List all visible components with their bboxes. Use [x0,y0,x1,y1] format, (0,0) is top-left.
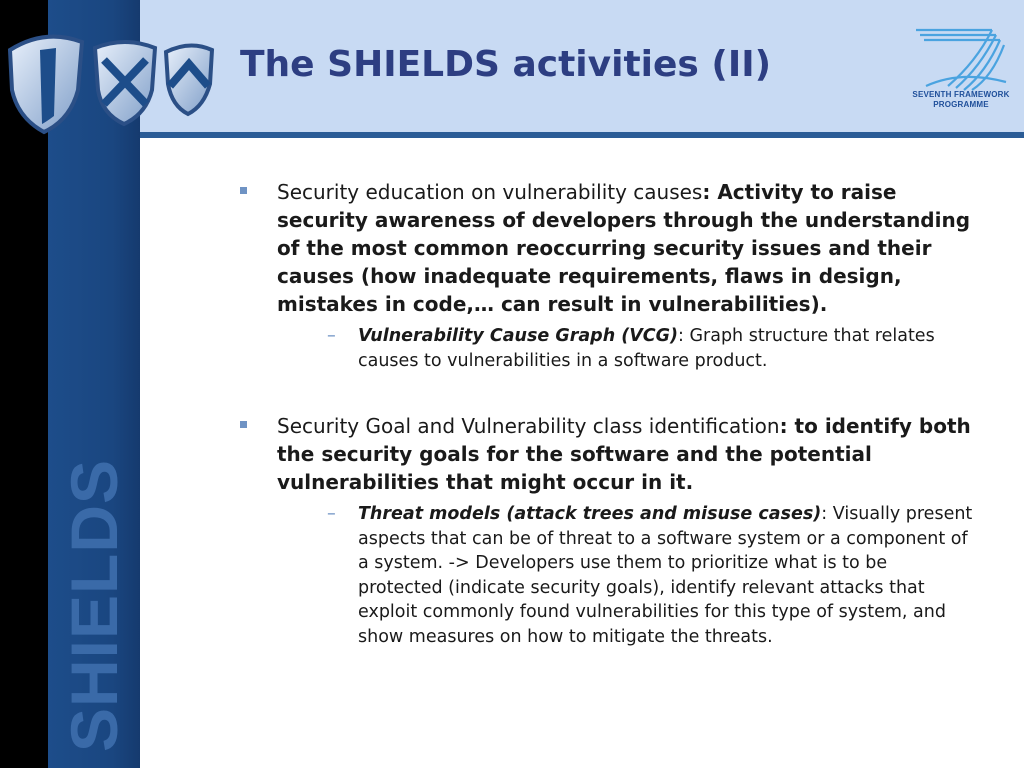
sub-bullet-item [277,502,975,649]
sub-bullet-term: Vulnerability Cause Graph (VCG) [358,326,678,346]
sub-bullet-term: Threat models (attack trees and misuse cases) [358,504,822,524]
bullet-marker [240,187,247,194]
bullet-bold-text: : Activity to raise security awareness of developers through the understanding of the most common reoccurring security issues and their causes (how inadequate requirements, flaws in design, mistakes in code,… can result in vulnerabilities). [277,180,971,316]
sub-bullet-dash: – [327,326,336,346]
bullet-lead-text: Security education on vulnerability causes [277,180,703,204]
sub-bullet-text: : Graph structure that relates causes to vulnerabilities in a software product. [358,326,935,371]
bullet-item [240,178,975,373]
bullet-bold-text: : to identify both the security goals for the software and the potential vulnerabilities that might occur in it. [277,414,971,494]
bullet-item [240,412,975,649]
sub-bullet-text: : Visually present aspects that can be of threat to a software system or a component of a system. -> Developers use them to prioritize what is to be protected (indicate security goals), identify relevant attacks that exploit commonly found vulnerabilities for this type of system, and show measures on how to mitigate the threats. [358,504,973,647]
bullet-marker [240,421,247,428]
program-name-line2: PROGRAMME [933,100,989,109]
bullet-lead-text: Security Goal and Vulnerability class identification [277,414,780,438]
sidebar-brand-word: SHIELDS [57,458,131,752]
shields-logo-icon [0,20,240,140]
sub-bullet-dash: – [327,504,336,524]
slide-title: The SHIELDS activities (II) [240,44,772,85]
program-name-line1: SEVENTH FRAMEWORK [912,90,1010,99]
slide-content [240,178,975,649]
sub-bullet-item [277,324,975,373]
header-divider [140,132,1024,138]
